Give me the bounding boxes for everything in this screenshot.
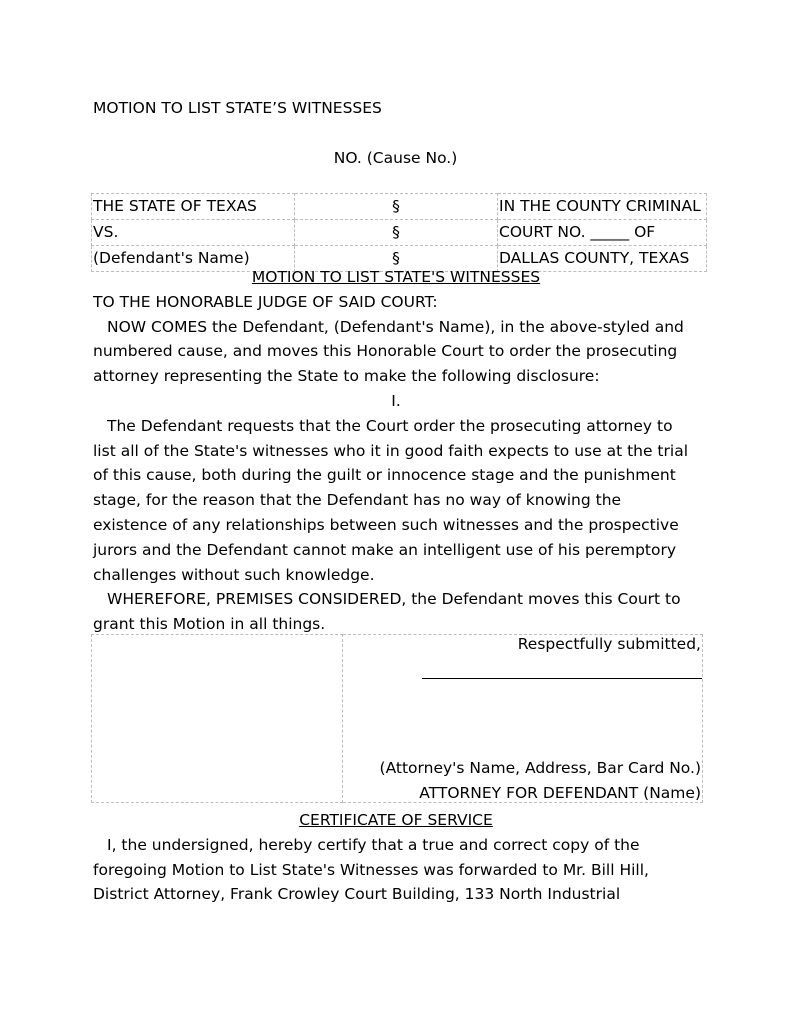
wherefore-paragraph: WHEREFORE, PREMISES CONSIDERED, the Defendant moves this Court to grant this Motion in all things. xyxy=(93,590,681,634)
motion-body xyxy=(93,265,699,637)
section-symbol: § xyxy=(295,220,498,246)
signature-line xyxy=(422,678,702,679)
attorney-for: ATTORNEY FOR DEFENDANT (Name) xyxy=(419,784,701,802)
motion-heading: MOTION TO LIST STATE'S WITNESSES xyxy=(251,268,541,286)
section-numeral: I. xyxy=(391,391,401,410)
section-symbol: § xyxy=(295,246,498,272)
caption-court-cell: DALLAS COUNTY, TEXAS xyxy=(498,246,707,272)
caption-party-cell: (Defendant's Name) xyxy=(92,246,295,272)
closing-text: Respectfully submitted, xyxy=(517,635,701,653)
caption-row xyxy=(92,220,707,246)
section-paragraph: The Defendant requests that the Court order the prosecuting attorney to list all of the State's witnesses who it in good faith expects to use at the trial of this cause, both during the guilt or innocence stage and the punishment stage, for the reason that the Defendant has no way of knowing the existence of any relationships between such witnesses and the prospective jurors and the Defendant cannot make an intelligent use of his peremptory challenges without such knowledge. xyxy=(93,416,688,584)
header-title: MOTION TO LIST STATE’S WITNESSES xyxy=(93,99,382,117)
certificate-paragraph: I, the undersigned, hereby certify that a true and correct copy of the foregoing Motion to List State's Witnesses was forwarded to Mr. Bill Hill, District Attorney, Frank Crowley Court Building, 133 North Industrial xyxy=(93,835,649,904)
signature-blank-cell xyxy=(92,635,343,803)
signature-block xyxy=(343,635,703,803)
caption-court-cell: IN THE COUNTY CRIMINAL xyxy=(498,194,707,220)
caption-party-cell: THE STATE OF TEXAS xyxy=(92,194,295,220)
attorney-info: (Attorney's Name, Address, Bar Card No.) xyxy=(379,759,701,777)
caption-court-cell: COURT NO. _____ OF xyxy=(498,220,707,246)
cause-number: NO. (Cause No.) xyxy=(333,149,458,167)
signature-table xyxy=(91,634,703,803)
certificate-heading: CERTIFICATE OF SERVICE xyxy=(299,811,493,829)
certificate-of-service xyxy=(93,808,699,907)
caption-row xyxy=(92,194,707,220)
case-caption-table xyxy=(91,193,707,272)
salutation: TO THE HONORABLE JUDGE OF SAID COURT: xyxy=(93,292,438,311)
intro-paragraph: NOW COMES the Defendant, (Defendant's Name), in the above-styled and numbered cause, and moves this Honorable Court to order the prosecuting attorney representing the State to make the following disclosure: xyxy=(93,317,684,386)
section-symbol: § xyxy=(295,194,498,220)
caption-party-cell: VS. xyxy=(92,220,295,246)
